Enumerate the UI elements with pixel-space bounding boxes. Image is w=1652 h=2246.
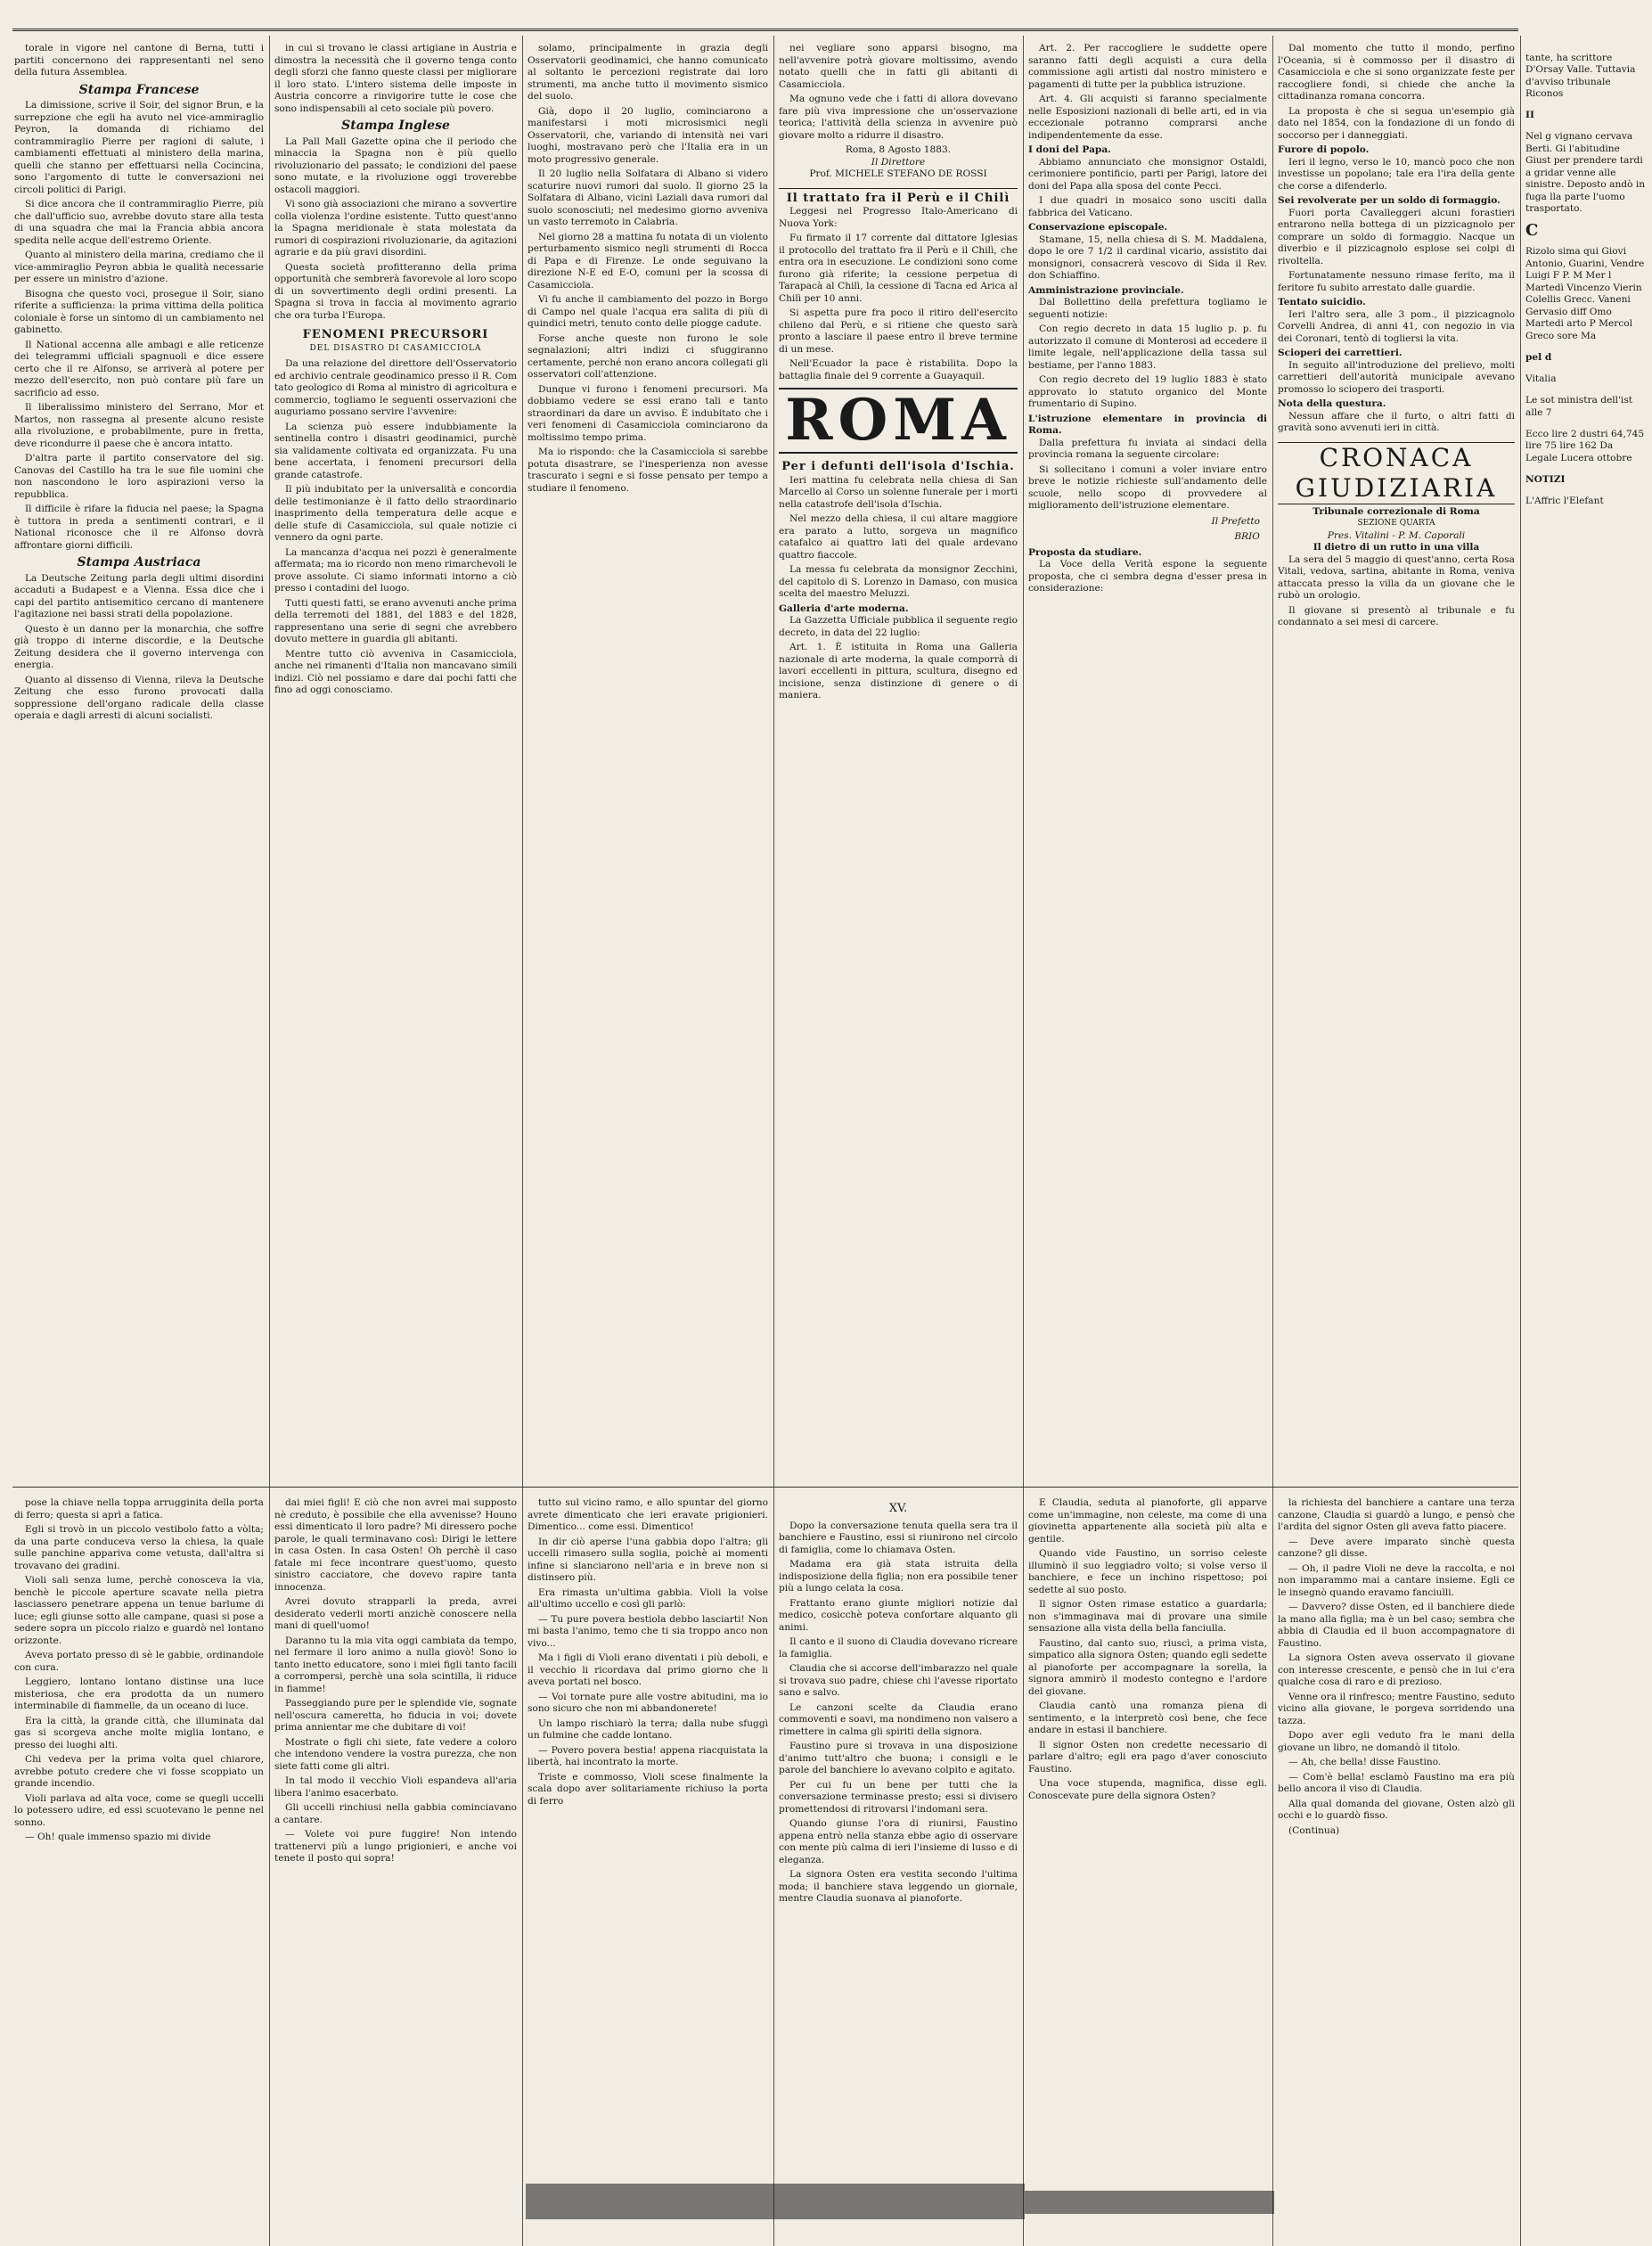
- adjacent-page-fragment: [1525, 43, 1646, 2217]
- article-text: Si sollecitano i comuni a voler inviare entro breve le notizie richieste sull'andamento delle scuole, nello scopo di provvedere al miglioramento dell'istruzione elementare.: [1028, 463, 1267, 511]
- article-text: La scienza può essere indubbiamente la sentinella contro i disastri geodinamici, purchè sia validamente coltivata ed organizzata. Fu una bene accertata, i fenomeni precursori della grande catastrofe.: [274, 421, 517, 480]
- column-5: [1028, 43, 1267, 1482]
- fragment-heading: C: [1525, 221, 1539, 241]
- column-3: [527, 43, 768, 1482]
- article-text: Quanto al ministero della marina, crediamo che il vice-ammiraglio Peyron abbia le qualità necessarie per essere un ministro d'azione.: [14, 250, 264, 284]
- feuilleton-paragraph: — Oh! quale immenso spazio mi divide: [25, 1832, 211, 1842]
- item-heading: Conservazione episcopale.: [1028, 222, 1168, 233]
- column-6: [1278, 43, 1515, 1482]
- article-text: Art. 2. Per raccogliere le suddette opere saranno fatti degli acquisti a cura della commissione agli artisti dal nostro ministero e pagamenti di tutte per la pubblica istruzione.: [1028, 43, 1267, 90]
- signature-role: Il Prefetto: [1211, 515, 1260, 527]
- item-heading: L'istruzione elementare in provincia di Roma.: [1028, 413, 1267, 436]
- feuilleton-paragraph: Leggiero, lontano lontano distinse una luce misteriosa, che era prodotta da un numero interminabile di fiammelle, da un oceano di luce.: [14, 1676, 264, 1711]
- article-text: Leggesi nel Progresso Italo-Americano di Nuova York:: [779, 206, 1018, 229]
- article-text: Il 20 luglio nella Solfatara di Albano si videro scaturire nuovi rumori dal suolo. Il giorno 25 la Solfatara di Albano, vicini Laziali dava rumori dal suolo sconosciuti; nel medesimo giorno avveniva un vasto terremoto in Calabria.: [527, 168, 768, 227]
- feuilleton-paragraph: — Voi tornate pure alle vostre abitudini, ma io sono sicuro che non mi abbandonerete!: [527, 1691, 768, 1714]
- section-heading: Stampa Inglese: [341, 119, 450, 133]
- feuilleton-paragraph: Gli uccelli rinchiusi nella gabbia cominciavano a cantare.: [274, 1802, 517, 1825]
- article-text: Fu firmato il 17 corrente dal dittatore Iglesias il protocollo del trattato fra il Perù e il Chilì, che entra ora in esecuzione. Le condizioni sono come furono già riferite; la cessione perpetua di Tarapacà al Chilì, la cessione di Tacna ed Arica al Chilì per 10 anni.: [779, 233, 1018, 304]
- article-text: La dimissione, scrive il Soir, del signor Brun, e la surrepzione che egli ha avuto nel vice-ammiraglio Peyron, la domanda di richiamo del contrammiraglio Pierre per ragioni di salute, i cambiamenti effettuati al ministero della marina, quelli che stanno per effettuarsi nella Cocincina, sono l'argomento di tutte le conversazioni nei circoli politici di Parigi.: [14, 100, 264, 195]
- fragment-heading: pel d: [1525, 352, 1552, 364]
- feuilleton-paragraph: — Povero povera bestia! appena riacquistata la libertà, hai incontrato la morte.: [527, 1744, 768, 1767]
- item-heading: Galleria d'arte moderna.: [779, 602, 909, 614]
- column-rule: [1272, 36, 1273, 2246]
- feuilleton-paragraph: Faustino pure si trovava in una disposizione d'animo tutt'altro che buona; i consigli e le parole del banchiere lo avevano colpito e agitato.: [779, 1741, 1018, 1775]
- article-text: La Deutsche Zeitung parla degli ultimi disordini accaduti a Budapest e a Vienna. Essa dice che i capi del partito antisemitico cercano di mantenere l'agitazione nei bassi strati della popolazione.: [14, 572, 264, 619]
- article-text: Si aspetta pure fra poco il ritiro dell'esercito chileno dal Perù, e si ritiene che questo sarà pronto a lasciare il paese entro il breve termine di un mese.: [779, 307, 1018, 355]
- feuilleton-paragraph: tutto sul vicino ramo, e allo spuntar del giorno avrete dimenticato che ieri eravate prigionieri. Dimentico... come essi. Dimentico!: [527, 1497, 768, 1532]
- feuilleton-paragraph: Claudia che si accorse dell'imbarazzo nel quale si trovava suo padre, chiese chi l'avesse riportato sano e salvo.: [779, 1663, 1018, 1698]
- article-text: In seguito all'introduzione del prelievo, molti carrettieri dell'autorità municipale avevano promosso lo sciopero dei trasporti.: [1278, 359, 1515, 395]
- item-heading: Sei revolverate per un soldo di formaggio.: [1278, 195, 1501, 206]
- column-rule: [1520, 36, 1521, 2246]
- feuilleton-paragraph: Dopo aver egli veduto fra le mani della giovane un libro, ne domandò il titolo.: [1278, 1730, 1515, 1753]
- feuilleton-column-2: [274, 1497, 517, 2217]
- section-heading: Stampa Austriaca: [77, 555, 201, 570]
- section-masthead: CRONACA GIUDIZIARIA: [1278, 442, 1515, 504]
- feuilleton-paragraph: Chi vedeva per la prima volta quel chiarore, avrebbe potuto credere che vi fosse scoppiato un grande incendio.: [14, 1754, 264, 1789]
- article-text: Si dice ancora che il contrammiraglio Pierre, più che dall'ufficio suo, avrebbe dovuto stare alla testa di una squadra che mai la Francia abbia ancora spedita nelle acque dell'estremo Oriente.: [14, 199, 264, 246]
- feuilleton-paragraph: Il signor Osten rimase estatico a guardarla; non s'immaginava mai di provare una simile sensazione alla vista della bella fanciulla.: [1028, 1599, 1267, 1634]
- column-rule: [773, 36, 774, 2246]
- feuilleton-paragraph: In tal modo il vecchio Violi espandeva all'aria libera l'animo esacerbato.: [274, 1775, 517, 1799]
- item-heading: Il dietro di un rutto in una villa: [1313, 542, 1480, 553]
- feuilleton-paragraph: La signora Osten aveva osservato il giovane con interesse crescente, e pensò che in lui c'era qualche cosa di raro e di prezioso.: [1278, 1652, 1515, 1687]
- article-text: Mentre tutto ciò avveniva in Casamicciola, anche nei rimanenti d'Italia non mancavano simili indizi. Ciò nel possiamo e dare dai pochi fatti che fino ad oggi conosciamo.: [274, 648, 517, 695]
- article-title: Il trattato fra il Perù e il Chilì: [779, 188, 1018, 205]
- item-heading: Amministrazione provinciale.: [1028, 284, 1184, 296]
- feuilleton-paragraph: Ma i figli di Violi erano diventati i più deboli, e il vecchio li ricordava dal primo giorno che li aveva portati nel bosco.: [527, 1652, 768, 1687]
- article-text: Con regio decreto in data 15 luglio p. p. fu autorizzato il comune di Monterosi ad eccedere il limite legale, nell'applicazione della tassa sul bestiame, per l'anno 1883.: [1028, 324, 1267, 371]
- article-text: Fuori porta Cavalleggeri alcuni forastieri entrarono nella bottega di un pizzicagnolo per comprare un soldo di formaggio. Nacque un diverbio e il pizzicagnolo esplose sei colpi di rivoltella.: [1278, 207, 1515, 266]
- fragment-text: Le sot ministra dell'ist alle 7: [1525, 395, 1633, 418]
- feuilleton-paragraph: Alla qual domanda del giovane, Osten alzò gli occhi e lo guardò fisso.: [1278, 1798, 1515, 1821]
- fragment-text: Nel g vignano cervava Berti. Gi l'abitudine Giust per prendere tardi a gridar venne alle sinistre. Deposto andò in fuga lla parte l'uomo trasportato.: [1525, 131, 1646, 215]
- feuilleton-paragraph: Era la città, la grande città, che illuminata dal gas si scorgeva anche molte miglia lontano, e presso dei luoghi alti.: [14, 1715, 264, 1750]
- article-text: torale in vigore nel cantone di Berna, tutti i partiti concernono dei rappresentanti nel seno della futura Assemblea.: [14, 43, 264, 78]
- article-text: La proposta è che si segua un'esempio già dato nel 1854, con la fondazione di un fondo di soccorso per i danneggiati.: [1278, 105, 1515, 141]
- fragment-text: Rizolo sima qui Giovi Antonio, Guarini, Vendre Luigi F P. M Mer l Martedì Vincenzo Vierin Colellis Grecc. Vaneni Gervasio diff Omo Martedi arto P Mercol Greco sore Ma: [1525, 246, 1645, 341]
- article-text: Dal Bollettino della prefettura togliamo le seguenti notizie:: [1028, 297, 1267, 320]
- article-text: La Voce della Verità espone la seguente proposta, che ci sembra degna d'esser presa in considerazione:: [1028, 559, 1267, 594]
- article-title: Per i defunti dell'isola d'Ischia.: [781, 460, 1015, 473]
- feuilleton-paragraph: La signora Osten era vestita secondo l'ultima moda; il banchiere stava leggendo un giornale, mentre Claudia suonava al pianoforte.: [779, 1869, 1018, 1904]
- article-text: D'altra parte il partito conservatore del sig. Canovas del Castillo ha tra le sue file uomini che non nascondono le loro aspirazioni verso la repubblica.: [14, 453, 264, 500]
- article-text: I due quadri in mosaico sono usciti dalla fabbrica del Vaticano.: [1028, 195, 1267, 218]
- feuilleton-paragraph: Egli si trovò in un piccolo vestibolo fatto a vòlta; da una parte conduceva verso la chiesa, la quale sulle panchine appariva come vetusta, dall'altra si trovavano dei gradini.: [14, 1524, 264, 1571]
- article-text: Quanto al dissenso di Vienna, rileva la Deutsche Zeitung che esso furono provocati dalla soppressione dell'organo radicale della classe operaia e dagli arresti di alcuni socialisti.: [14, 674, 264, 721]
- article-text: Nel giorno 28 a mattina fu notata di un violento perturbamento sismico negli strumenti di Rocca di Papa e di Firenze. Le onde seguivano la direzione N-E ed E-O, comuni per la scossa di Casamicciola.: [527, 231, 768, 291]
- feuilleton-paragraph: — Davvero? disse Osten, ed il banchiere diede la mano alla figlia; ma è un bel caso; sembra che abbia di Claudia ed il buon accompagnatore di Faustino.: [1278, 1602, 1515, 1649]
- fragment-heading: NOTIZI: [1525, 473, 1566, 485]
- article-text: Nel mezzo della chiesa, il cui altare maggiore era parato a lutto, sorgeva un magnifico catafalco ai quattro lati del quale ardevano quattro fiaccole.: [779, 513, 1018, 561]
- article-text: in cui si trovano le classi artigiane in Austria e dimostra la necessità che il governo tenga conto degli sforzi che fanno queste classi per migliorare il loro stato. L'intero sistema delle imposte in Austria concorre a rinvigorire tutte le cose che sono indispensabili al ceto sociale più povero.: [274, 43, 517, 114]
- feuilleton-paragraph: Aveva portato presso di sè le gabbie, ordinandole con cura.: [14, 1650, 264, 1673]
- feuilleton-paragraph: — Deve avere imparato sinchè questa canzone? gli disse.: [1278, 1536, 1515, 1559]
- section-heading: Stampa Francese: [78, 82, 200, 97]
- article-text: Ieri l'altro sera, alle 3 pom., il pizzicagnolo Corvelli Andrea, di anni 41, con negozio in via dei Coronari, tentò di togliersi la vita.: [1278, 308, 1515, 344]
- article-text: Nessun affare che il furto, o altri fatti di gravità sono avvenuti ieri in città.: [1278, 410, 1515, 433]
- fragment-text: Ecco lire 2 dustri 64,745 lire 75 lire 162 Da Legale Lucera ottobre: [1525, 428, 1645, 463]
- article-text: Forse anche queste non furono le sole segnalazioni; altri indizi ci sfuggiranno certamente, perché non erano ancora collegati gli osservatori coll'attenzione.: [527, 332, 768, 380]
- item-heading: I doni del Papa.: [1028, 144, 1111, 155]
- article-text: Il National accenna alle ambagi e alle reticenze dei telegrammi ufficiali spagnuoli e dice essere certo che il re Alfonso, se arriverà al potere per mezzo dell'esercito, non può contare più fare un sacrificio ad esso.: [14, 339, 264, 398]
- article-text: Tutti questi fatti, se erano avvenuti anche prima della terremoti del 1881, del 1883 e del 1828, rappresentano una serie di segni che avrebbero dovuto mettere in guardia gli abitanti.: [274, 597, 517, 644]
- article-text: Abbiamo annunciato che monsignor Ostaldi, cerimoniere pontificio, parti per Parigi, latore dei doni del Papa alla sposa del conte Pecci.: [1028, 156, 1267, 192]
- feuilleton-column-1: [14, 1497, 264, 2217]
- item-heading: Furore di popolo.: [1278, 144, 1370, 155]
- article-text: Fortunatamente nessuno rimase ferito, ma il feritore fu subito arrestato dalle guardie.: [1278, 270, 1515, 293]
- feuilleton-paragraph: Un lampo rischiarò la terra; dalla nube sfuggì un fulmine che cadde lontano.: [527, 1717, 768, 1741]
- article-text: La Pall Mall Gazette opina che il periodo che minaccia la Spagna non è più quello rivoluzionario del passato; le condizioni del paese sono mutate, e la rivoluzione oggi troverebbe ostacoli maggiori.: [274, 135, 517, 195]
- column-rule: [1023, 36, 1024, 2246]
- fragment-heading: II: [1525, 110, 1534, 121]
- article-text: Da una relazione del direttore dell'Osservatorio ed archivio centrale geodinamico presso il R. Com tato geologico di Roma al ministro di agricoltura e commercio, togliamo le seguenti osservazioni che auguriamo possano servire l'avvenire:: [274, 358, 517, 417]
- article-text: Dunque vi furono i fenomeni precursori. Ma dobbiamo vedere se essi erano tali e tanto straordinari da dare un avviso. È indubitato che i veri fenomeni di Casamicciola cominciarono da moltissimo tempo prima.: [527, 383, 768, 443]
- signature-name: BRIO: [1234, 531, 1260, 542]
- article-text: Stamane, 15, nella chiesa di S. M. Maddalena, dopo le ore 7 1/2 il cardinal vicario, assistito dai monsignori, consacrerà vescovo di Sida il Rev. don Schiaffino.: [1028, 234, 1267, 281]
- court-name: Tribunale correzionale di Roma: [1313, 505, 1480, 517]
- feuilleton-paragraph: Il signor Osten non credette necessario di parlare d'altro; egli era pago d'aver conosciuto Faustino.: [1028, 1739, 1267, 1775]
- article-text: Dalla prefettura fu inviata ai sindaci della provincia romana la seguente circolare:: [1028, 437, 1267, 460]
- feuilleton-paragraph: dai miei figli! E ciò che non avrei mai supposto nè creduto, è possibile che ella avvenisse? Houno essi dimenticato il loro padre? Mi diressero poche parole, le quali terminavano così: Dirigi le lettere in casa Osten. In casa Osten! Oh perchè il caso fatale mi fece incontrare quest'uomo, questo sinistro cacciatore, che dovevo rapire tanta innocenza.: [274, 1497, 517, 1593]
- item-heading: Proposta da studiare.: [1028, 546, 1142, 558]
- article-text: La Gazzetta Ufficiale pubblica il seguente regio decreto, in data del 22 luglio:: [779, 615, 1018, 638]
- article-text: Il più indubitato per la universalità e concordia delle testimonianze è il fatto dello straordinario inasprimento della temperatura delle acque e delle stufe di Casamicciola, sul quale notizie ci vennero da ogni parte.: [274, 484, 517, 543]
- feuilleton-paragraph: Claudia cantò una romanza piena di sentimento, e la interpretò così bene, che fece andare in estasi il banchiere.: [1028, 1701, 1267, 1735]
- article-text: Ieri mattina fu celebrata nella chiesa di San Marcello al Corso un solenne funerale per i morti nella catastrofe dell'isola d'Ischia.: [779, 474, 1018, 510]
- dateline: Roma, 8 Agosto 1883.: [845, 144, 952, 155]
- column-rule: [269, 36, 270, 2246]
- article-text: solamo, principalmente in grazia degli Osservatorii geodinamici, che hanno comunicato al soltanto le percezioni registrate dai loro strumenti, ma anche tutto il movimento sismico del suolo.: [527, 43, 768, 102]
- section-masthead: ROMA: [779, 388, 1018, 454]
- feuilleton-paragraph: Per cui fu un bene per tutti che la conversazione terminasse presto; essi si divisero promettendosi di ritrovarsi l'indomani sera.: [779, 1779, 1018, 1815]
- feuilleton-paragraph: — Volete voi pure fuggire! Non intendo trattenervi più a lungo prigionieri, e anche voi tenete il posto qui sopra!: [274, 1829, 517, 1864]
- feuilleton-paragraph: Le canzoni scelte da Claudia erano commoventi e soavi, ma nondimeno non valsero a rimettere in calma gli spiriti della signora.: [779, 1701, 1018, 1737]
- article-text: La messa fu celebrata da monsignor Zecchini, del capitolo di S. Lorenzo in Damaso, con musica scelta del maestro Meluzzi.: [779, 564, 1018, 599]
- fragment-text: L'Affric l'Elefant: [1525, 496, 1604, 507]
- article-subtitle: DEL DISASTRO DI CASAMICCIOLA: [309, 343, 482, 353]
- article-text: Vi sono già associazioni che mirano a sovvertire colla violenza l'ordine esistente. Tutto quest'anno la Spagna meridionale è stata molestata da rumori di cospirazioni rivoluzionarie, da agitazioni agrarie e da più gravi disordini.: [274, 199, 517, 258]
- column-4: [779, 43, 1018, 1482]
- feuilleton-paragraph: Quando vide Faustino, un sorriso celeste illuminò il suo leggiadro volto; si volse verso il banchiere, e fece un inchino rispettoso; poi sedette al suo posto.: [1028, 1548, 1267, 1595]
- article-text: Ieri il legno, verso le 10, mancò poco che non investisse un popolano; tale era l'ira della gente che corse a difenderlo.: [1278, 156, 1515, 192]
- feuilleton-paragraph: In dir ciò aperse l'una gabbia dopo l'altra; gli uccelli rimasero sulla soglia, poichè ai momenti infine si slanciarono nell'aria e in breve non si distinsero più.: [527, 1536, 768, 1583]
- feuilleton-paragraph: (Continua): [1288, 1824, 1340, 1836]
- signature-name: Prof. MICHELE STEFANO DE ROSSI: [809, 168, 987, 179]
- print-stain: [1025, 2191, 1274, 2214]
- court-president: Pres. Vitalini - P. M. Caporali: [1327, 529, 1466, 541]
- feuilleton-paragraph: Madama era già stata istruita della indisposizione della figlia; non era possibile tener più a lungo celata la cosa.: [779, 1559, 1018, 1594]
- article-text: Art. 1. È istituita in Roma una Galleria nazionale di arte moderna, la quale comporrà di lavori eccellenti in pittura, scultura, disegno ed incisione, senza distinzione di genere o di maniera.: [779, 642, 1018, 701]
- article-text: Vi fu anche il cambiamento del pozzo in Borgo di Campo nel quale l'acqua era salita di più di quindici metri, tenuto conto delle piogge cadute.: [527, 294, 768, 329]
- feuilleton-paragraph: Quando giunse l'ora di riunirsi, Faustino appena entrò nella stanza ebbe agio di osservare con mente più calma di ieri l'insieme di lusso e di eleganza.: [779, 1818, 1018, 1865]
- column-2: [274, 43, 517, 1482]
- article-text: Questa società profitteranno della prima opportunità che sembrerà favorevole al loro scopo di un sovvertimento degli ordini presenti. La Spagna si trova in faccia al movimento agrario che ora turba l'Europa.: [274, 261, 517, 321]
- feuilleton-column-3: [527, 1497, 768, 2217]
- article-title: FENOMENI PRECURSORI: [302, 328, 489, 341]
- article-text: Il giovane si presentò al tribunale e fu condannato a sei mesi di carcere.: [1278, 604, 1515, 627]
- feuilleton-paragraph: — Oh, il padre Violi ne deve la raccolta, e noi non imparammo mai a cantare insieme. Egli ce le insegnò quando eravamo fanciulli.: [1278, 1562, 1515, 1598]
- court-section: SEZIONE QUARTA: [1357, 519, 1435, 528]
- feuilleton-column-4: [779, 1497, 1018, 2217]
- feuilleton-rule: [12, 1487, 1518, 1488]
- item-heading: Tentato suicidio.: [1278, 297, 1366, 307]
- article-text: Dal momento che tutto il mondo, perfino l'Oceania, si è commosso per il disastro di Casamicciola e che si sono organizzate feste per raccogliere fondi, si chiede che anche la cittadinanza romana concorra.: [1278, 43, 1515, 102]
- feuilleton-paragraph: Il canto e il suono di Claudia dovevano ricreare la famiglia.: [779, 1636, 1018, 1660]
- feuilleton-paragraph: Violi sali senza lume, perchè conosceva la via, benchè le piccole aperture scavate nella pietra lasciassero penetrare appena un tenue barlume di luce; egli giunse sotto alle campane, quasi si pose a sedere sopra un piccolo rialzo e guardò nel lontano orizzonte.: [14, 1575, 264, 1646]
- feuilleton-paragraph: Una voce stupenda, magnifica, disse egli. Conoscevate pure della signora Osten?: [1028, 1778, 1267, 1801]
- article-text: Nell'Ecuador la pace è ristabilita. Dopo la battaglia finale del 9 corrente a Guayaquil.: [779, 358, 1018, 381]
- signature-role: Il Direttore: [871, 156, 926, 168]
- article-text: Il difficile è rifare la fiducia nel paese; la Spagna è tuttora in preda a sentimenti contrari, e il National riconosce che il re Alfonso dovrà affrontare giorni difficili.: [14, 504, 264, 551]
- article-text: nei vegliare sono apparsi bisogno, ma nell'avvenire potrà giovare moltissimo, avendo notato quelli che in fatti gli abitanti di Casamicciola.: [779, 43, 1018, 90]
- feuilleton-paragraph: Passeggiando pure per le splendide vie, sognate nell'oscura cameretta, ho fiducia in voi; dovete prima annientar me che dubitare di voi!: [274, 1698, 517, 1733]
- article-text: Già, dopo il 20 luglio, cominciarono a manifestarsi i moti microsismici negli Osservatorii, che, variando di intensità nei vari luoghi, mostravano però che l'Italia era in un moto progressivo generale.: [527, 105, 768, 165]
- article-text: Bisogna che questo voci, prosegue il Soir, siano riferite a sufficienza: la prima vittima della politica coloniale è forse un sintomo di un cambiamento nel gabinetto.: [14, 288, 264, 335]
- fragment-text: tante, ha scrittore D'Orsay Valle. Tuttavia d'avviso tribunale Riconos: [1525, 52, 1636, 100]
- feuilleton-paragraph: Mostrate o figli chi siete, fate vedere a coloro che intendono vendere la vostra purezza, che non siete fatti come gli altri.: [274, 1736, 517, 1772]
- feuilleton-paragraph: pose la chiave nella toppa arrugginita della porta di ferro; questa si aprì a fatica.: [14, 1497, 264, 1521]
- feuilleton-paragraph: Era rimasta un'ultima gabbia. Violi la volse all'ultimo uccello e così gli parlò:: [527, 1586, 768, 1610]
- running-head: [12, 12, 1518, 31]
- feuilleton-paragraph: Triste e commosso, Violi scese finalmente la scala dopo aver solitariamente richiuso la porta di ferro: [527, 1771, 768, 1807]
- item-heading: Scioperi dei carrettieri.: [1278, 348, 1403, 358]
- article-text: La sera del 5 maggio di quest'anno, certa Rosa Vitali, vedova, sartina, abitante in Roma, veniva attaccata presso la villa da un giovane che le rubò un orologio.: [1278, 553, 1515, 601]
- item-heading: Nota della questura.: [1278, 398, 1386, 409]
- feuilleton-paragraph: Daranno tu la mia vita oggi cambiata da tempo, nel fermare il loro animo a nulla giovò! Sono io tanto inetto educatore, sono i miei figli tanto facili a corrompersi, perchè una sola scintilla, li riduce in fiamme!: [274, 1635, 517, 1694]
- print-stain: [526, 2184, 1025, 2219]
- feuilleton-paragraph: Frattanto erano giunte migliori notizie dal medico, cosicchè poteva confortare alquanto gli animi.: [779, 1597, 1018, 1633]
- article-text: Con regio decreto del 19 luglio 1883 è stato approvato lo statuto organico del Monte frumentario di Supino.: [1028, 374, 1267, 409]
- article-text: La mancanza d'acqua nei pozzi è generalmente affermata; ma io ricordo non meno rimarchevoli le prove assolute. Ci siamo informati intorno a ciò presso i contadini del luogo.: [274, 546, 517, 594]
- feuilleton-paragraph: — Com'è bella! esclamò Faustino ma era più bello ancora il viso di Claudia.: [1278, 1771, 1515, 1794]
- feuilleton-paragraph: — Ah, che bella! disse Faustino.: [1288, 1757, 1442, 1767]
- feuilleton-paragraph: la richiesta del banchiere a cantare una terza canzone, Claudia si guardò a lungo, e pensò che l'ardita del signor Osten gli aveva fatto piacere.: [1278, 1497, 1515, 1532]
- feuilleton-paragraph: Dopo la conversazione tenuta quella sera tra il banchiere e Faustino, essi si riunirono nel circolo di famiglia, come lo chiamava Osten.: [779, 1520, 1018, 1555]
- article-text: Ma io rispondo: che la Casamicciola si sarebbe potuta disastrare, se l'inesperienza non avesse trascurato i segni e si fosse pensato per tempo a studiare il fenomeno.: [527, 447, 768, 494]
- fragment-text: Vitalia: [1525, 373, 1557, 385]
- feuilleton-paragraph: Violi parlava ad alta voce, come se quegli uccelli lo potessero udire, ed essi scuotevano le penne nel sonno.: [14, 1792, 264, 1828]
- feuilleton-column-6: [1278, 1497, 1515, 2217]
- feuilleton-column-5: [1028, 1497, 1267, 2217]
- feuilleton-paragraph: Venne ora il rinfresco; mentre Faustino, seduto vicino alla giovane, le porgeva sorridendo una tazza.: [1278, 1691, 1515, 1726]
- feuilleton-paragraph: — Tu pure povera bestiola debbo lasciarti! Non mi basta l'animo, temo che ti sia troppo anco non vivo...: [527, 1613, 768, 1649]
- article-text: Questo è un danno per la monarchia, che soffre già troppo di interne discordie, e la Deutsche Zeitung desidera che il governo intervenga con energia.: [14, 623, 264, 670]
- article-text: Il liberalissimo ministero del Serrano, Mor et Martos, non rassegna al presente alcuno resiste alla rivoluzione, e probabilmente, pure in fretta, deve ricondurre il paese che è ancora intatto.: [14, 402, 264, 449]
- feuilleton-paragraph: E Claudia, seduta al pianoforte, gli apparve come un'immagine, non celeste, ma come di una giovinetta appartenente alla società più alta e gentile.: [1028, 1497, 1267, 1545]
- chapter-text: [779, 1521, 1018, 1906]
- feuilleton-paragraph: Avrei dovuto strapparli la preda, avrei desiderato vederli morti anzichè conoscere nella mani di quell'uomo!: [274, 1596, 517, 1631]
- article-text: Art. 4. Gli acquisti si faranno specialmente nelle Esposizioni nazionali di belle arti, ed in via eccezionale potranno comprarsi anche indipendentemente da esse.: [1028, 94, 1267, 141]
- chapter-number: XV.: [888, 1502, 908, 1515]
- column-1: [14, 43, 264, 1482]
- column-rule: [522, 36, 523, 2246]
- feuilleton-paragraph: Faustino, dal canto suo, riuscì, a prima vista, simpatico alla signora Osten; quando egli sedette al pianoforte per accompagnare la sorella, la signora ammirò il modesto contegno e l'ardore del giovane.: [1028, 1637, 1267, 1697]
- article-text: Ma ognuno vede che i fatti di allora dovevano fare più viva impressione che un'osservazione teorica; l'attività della scienza in avvenire può giovare molto a ridurre il disastro.: [779, 94, 1018, 141]
